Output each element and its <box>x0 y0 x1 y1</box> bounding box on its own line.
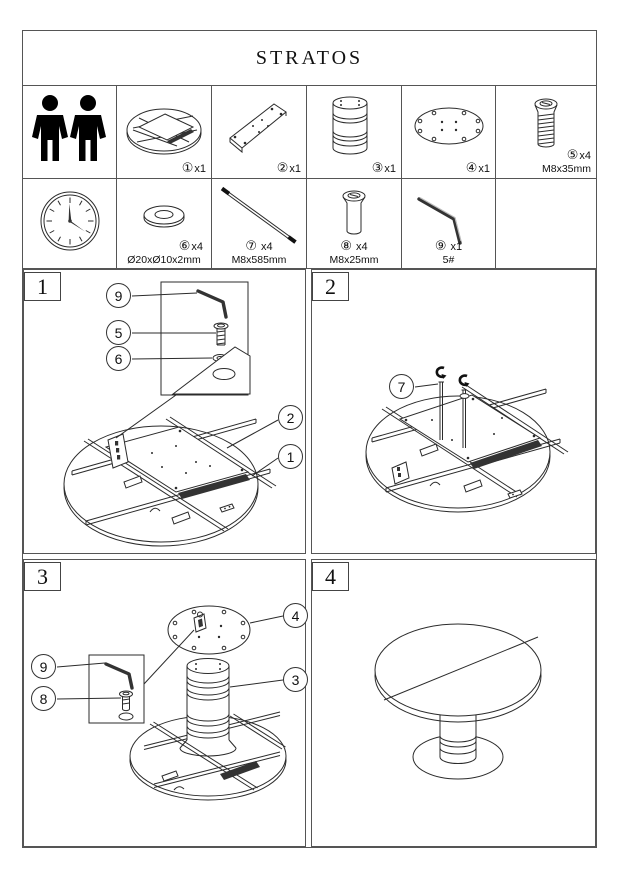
part-label: ⑤x4 M8x35mm <box>541 148 591 175</box>
part-label: ③x1 <box>371 161 396 176</box>
parts-row-2 <box>23 179 596 269</box>
part-cell-1 <box>117 86 212 179</box>
parts-row-1 <box>23 86 596 179</box>
step-4-panel <box>311 559 596 847</box>
step-number: 1 <box>24 272 61 301</box>
empty-cell <box>496 179 596 269</box>
callout-1: 1 <box>278 444 303 469</box>
page-frame <box>22 30 597 848</box>
part-cell-people <box>23 86 117 179</box>
clock-icon <box>23 179 117 268</box>
callout-9: 9 <box>31 654 56 679</box>
callout-8: 8 <box>31 686 56 711</box>
step-1-panel <box>23 269 306 554</box>
callout-7: 7 <box>389 374 414 399</box>
callout-3: 3 <box>283 667 308 692</box>
two-people-icon <box>23 86 117 178</box>
part-label: ⑨ x1 5# <box>434 239 463 266</box>
part-label: ②x1 <box>276 161 301 176</box>
part-label: ①x1 <box>181 161 206 176</box>
part-cell-2 <box>212 86 307 179</box>
part-label: ⑥x4 Ø20xØ10x2mm <box>127 239 203 266</box>
part-label: ⑧ x4 M8x25mm <box>329 239 379 266</box>
part-cell-3 <box>307 86 402 179</box>
time-cell <box>23 179 117 269</box>
callout-6: 6 <box>106 346 131 371</box>
part-cell-9 <box>402 179 496 269</box>
part-label: ⑦ x4 M8x585mm <box>231 239 287 266</box>
step2-rods-drawing <box>312 270 597 555</box>
step-number: 3 <box>24 562 61 591</box>
part-cell-4 <box>402 86 496 179</box>
step1-exploded-drawing <box>24 270 307 555</box>
steps-area <box>23 269 596 847</box>
page-title: STRATOS <box>255 46 364 69</box>
step4-finished-table-drawing <box>312 560 597 848</box>
step-number: 2 <box>312 272 349 301</box>
callout-5: 5 <box>106 320 131 345</box>
step-number: 4 <box>312 562 349 591</box>
step-3-panel <box>23 559 306 847</box>
part-cell-8 <box>307 179 402 269</box>
callout-9: 9 <box>106 283 131 308</box>
part-cell-7 <box>212 179 307 269</box>
step-2-panel <box>311 269 596 554</box>
step3-column-drawing <box>24 560 307 848</box>
part-cell-6 <box>117 179 212 269</box>
part-label: ④x1 <box>465 161 490 176</box>
callout-2: 2 <box>278 405 303 430</box>
callout-4: 4 <box>283 603 308 628</box>
part-cell-5 <box>496 86 596 179</box>
title-bar <box>23 31 596 86</box>
